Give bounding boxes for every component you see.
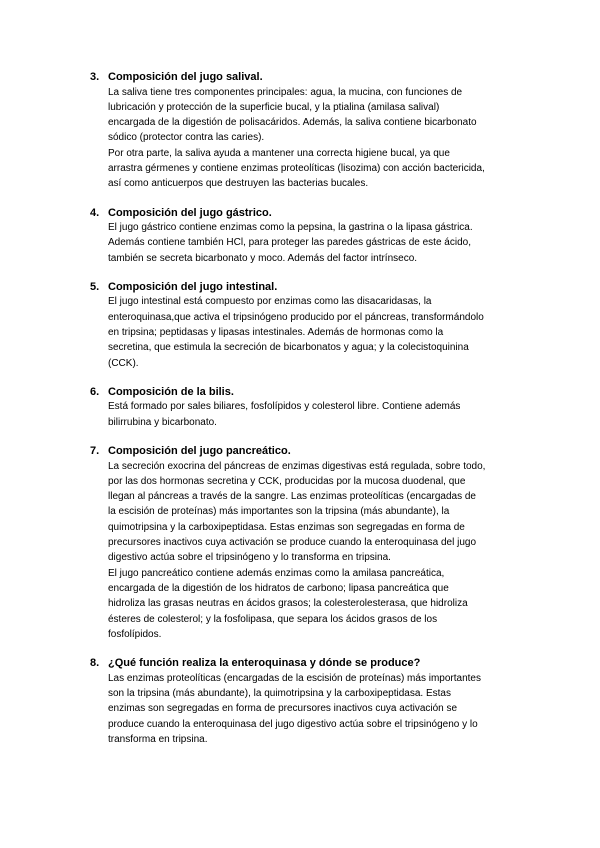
text-line: precursores inactivos cuya activación se produce cuando la enteroquinasa del jugo xyxy=(108,537,477,549)
text-line: Por otra parte, la saliva ayuda a mantener una correcta higiene bucal, ya que xyxy=(108,147,450,159)
paragraph xyxy=(108,146,530,192)
text-line: digestivo actúa sobre el tripsinógeno y lo transforma en tripsina. xyxy=(108,552,391,564)
text-line: lubricación y protección de la superficie bucal, y la ptialina (amilasa salival) xyxy=(108,101,440,113)
text-line: encargada de la digestión de polisacáridos. Además, la saliva contiene bicarbonato xyxy=(108,117,477,129)
list-item xyxy=(90,70,530,192)
text-line: transforma en tripsina. xyxy=(108,733,208,745)
text-line: así como anticuerpos que destruyen las bacterias bucales. xyxy=(108,178,369,190)
list-item xyxy=(90,444,530,642)
text-line: Está formado por sales biliares, fosfolípidos y colesterol libre. Contiene además xyxy=(108,401,461,413)
section-heading: Composición del jugo pancreático. xyxy=(108,445,291,458)
text-line: secretina, que estimula la secreción de bicarbonatos y agua; y la colecistoquinina xyxy=(108,342,469,354)
text-line: ésteres de colesterol; y la fosfolipasa, que separa los ácidos grasos de los xyxy=(108,613,438,625)
section-heading: Composición del jugo salival. xyxy=(108,71,263,83)
list-item xyxy=(90,656,530,747)
text-line: sódico (protector contra las caries). xyxy=(108,132,265,144)
paragraph xyxy=(108,85,530,146)
item-number: 8. xyxy=(90,657,100,670)
text-line: enzimas son segregadas en forma de precursores inactivos cuya activación se xyxy=(108,703,458,715)
text-line: fosfolípidos. xyxy=(108,628,162,640)
section-heading: Composición del jugo gástrico. xyxy=(108,206,272,219)
text-line: arrastra gérmenes y contiene enzimas proteolíticas (lisozima) con acción bactericida, xyxy=(108,162,485,174)
numbered-list xyxy=(90,70,530,747)
text-line: enteroquinasa,que activa el tripsinógeno producido por el páncreas, transformándolo xyxy=(108,311,484,323)
list-item xyxy=(90,280,530,371)
paragraph xyxy=(108,671,530,747)
text-line: encargada de la digestión de los hidratos de carbono; lipasa pancreática que xyxy=(108,582,449,594)
text-line: también se secreta bicarbonato y moco. Además del factor intrínseco. xyxy=(108,252,418,264)
text-line: por las dos hormonas secretina y CCK, producidas por la mucosa duodenal, que xyxy=(108,475,466,487)
text-line: hidroliza las grasas neutras en ácidos grasos; la colesterolesterasa, que hidroliza xyxy=(108,598,468,610)
item-number: 7. xyxy=(90,445,100,458)
text-line: Además contiene también HCl, para proteger las paredes gástricas de este ácido, xyxy=(108,237,471,249)
text-line: El jugo pancreático contiene además enzimas como la amilasa pancreática, xyxy=(108,567,445,579)
text-line: en tripsina; peptidasas y lipasas intestinales. Además de hormonas como la xyxy=(108,327,444,339)
text-line: La saliva tiene tres componentes principales: agua, la mucina, con funciones de xyxy=(108,86,463,98)
text-line: El jugo gástrico contiene enzimas como la pepsina, la gastrina o la lipasa gástrica. xyxy=(108,222,473,234)
list-item xyxy=(90,206,530,266)
paragraph xyxy=(108,459,530,566)
paragraph xyxy=(108,294,530,370)
section-heading: Composición de la bilis. xyxy=(108,385,234,398)
item-number: 5. xyxy=(90,280,100,293)
paragraph xyxy=(108,399,530,430)
text-line: quimotripsina y la carboxipeptidasa. Estas enzimas son segregadas en forma de xyxy=(108,521,465,533)
text-line: llegan al páncreas a través de la sangre. Las enzimas proteolíticas (encargadas de xyxy=(108,491,476,503)
section-heading: ¿Qué función realiza la enteroquinasa y dónde se produce? xyxy=(108,657,421,670)
section-heading: Composición del jugo intestinal. xyxy=(108,280,278,293)
text-line: son la tripsina (más abundante), la quimotripsina y la carboxipeptidasa. Estas xyxy=(108,687,451,699)
text-line: El jugo intestinal está compuesto por enzimas como las disacaridasas, la xyxy=(108,296,432,308)
text-line: (CCK). xyxy=(108,357,139,369)
text-line: Las enzimas proteolíticas (encargadas de la escisión de proteínas) más importantes xyxy=(108,672,481,684)
paragraph xyxy=(108,220,530,266)
paragraph xyxy=(108,566,530,642)
item-number: 4. xyxy=(90,206,100,219)
text-line: la escisión de proteínas) más importantes son la tripsina (más abundante), la xyxy=(108,506,450,518)
item-number: 3. xyxy=(90,71,100,83)
text-line: La secreción exocrina del páncreas de enzimas digestivas está regulada, sobre todo, xyxy=(108,460,486,472)
item-number: 6. xyxy=(90,385,100,398)
list-item xyxy=(90,385,530,430)
text-line: produce cuando la enteroquinasa del jugo digestivo actúa sobre el tripsinógeno y lo xyxy=(108,718,478,730)
text-line: bilirrubina y bicarbonato. xyxy=(108,416,217,428)
